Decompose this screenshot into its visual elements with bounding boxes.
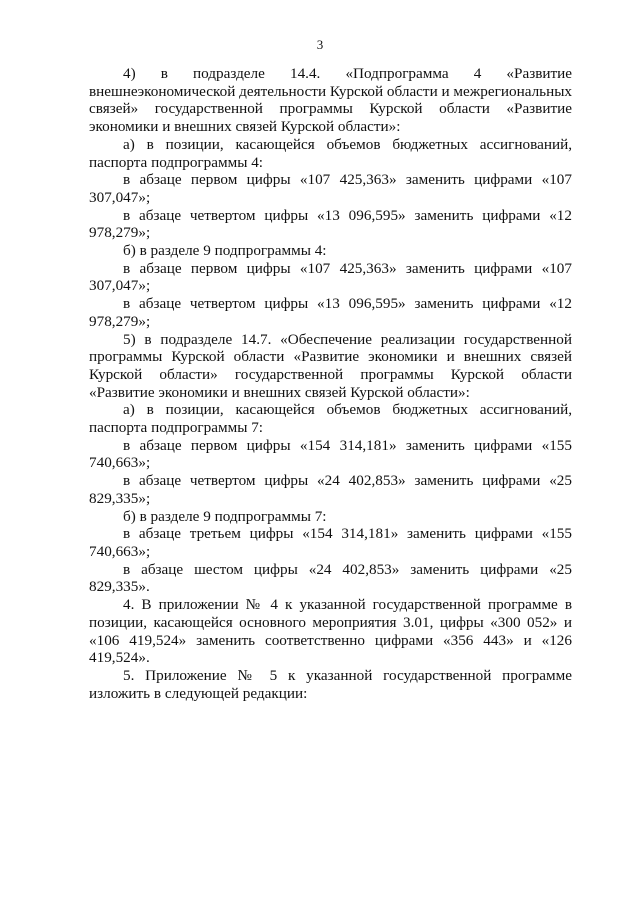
paragraph-sixth-abzats-section-9-7: в абзаце шестом цифры «24 402,853» заменить цифрами «25 829,335». bbox=[89, 560, 572, 596]
paragraph-first-abzats-passport-4: в абзаце первом цифры «107 425,363» заменить цифрами «107 307,047»; bbox=[89, 171, 572, 206]
paragraph-item-4-subsection-14-4: 4) в подразделе 14.4. «Подпрограмма 4 «Развитие внешнеэкономической деятельности Курской области и межрегиональных связей» государственной программы Курской области «Развитие экономики и внешних связей Курской области»: bbox=[89, 65, 572, 136]
paragraph-item-b-section-9-subprogram-7: б) в разделе 9 подпрограммы 7: bbox=[123, 507, 327, 525]
paragraph-fourth-abzats-passport-7: в абзаце четвертом цифры «24 402,853» заменить цифрами «25 829,335»; bbox=[89, 472, 572, 507]
paragraph-item-b-section-9-subprogram-4: б) в разделе 9 подпрограммы 4: bbox=[123, 242, 327, 260]
paragraph-item-a-passport-4: а) в позиции, касающейся объемов бюджетных ассигнований, паспорта подпрограммы 4: bbox=[89, 135, 572, 171]
page-number: 3 bbox=[316, 37, 324, 52]
paragraph-item-4-appendix-4: 4. В приложении № 4 к указанной государственной программе в позиции, касающейся основного мероприятия 3.01, цифры «300 052» и «106 419,524» заменить соответственно цифрами «356 443» и «126 419,524». bbox=[89, 596, 572, 667]
paragraph-fourth-abzats-passport-4: в абзаце четвертом цифры «13 096,595» заменить цифрами «12 978,279»; bbox=[89, 206, 572, 242]
paragraph-fourth-abzats-section-9-4: в абзаце четвертом цифры «13 096,595» заменить цифрами «12 978,279»; bbox=[89, 295, 572, 330]
paragraph-first-abzats-passport-7: в абзаце первом цифры «154 314,181» заменить цифрами «155 740,663»; bbox=[89, 436, 572, 472]
document-body bbox=[89, 65, 572, 702]
paragraph-first-abzats-section-9-4: в абзаце первом цифры «107 425,363» заменить цифрами «107 307,047»; bbox=[89, 259, 572, 295]
paragraph-item-a-passport-7: а) в позиции, касающейся объемов бюджетных ассигнований, паспорта подпрограммы 7: bbox=[89, 401, 572, 437]
paragraph-item-5-appendix-5: 5. Приложение № 5 к указанной государственной программе изложить в следующей редакции: bbox=[89, 666, 572, 702]
paragraph-third-abzats-section-9-7: в абзаце третьем цифры «154 314,181» заменить цифрами «155 740,663»; bbox=[89, 525, 572, 560]
paragraph-item-5-subsection-14-7: 5) в подразделе 14.7. «Обеспечение реализации государственной программы Курской области «Развитие экономики и внешних связей Курской области» государственной программы Курской области «Развитие экономики и внешних связей Курской области»: bbox=[89, 330, 572, 401]
